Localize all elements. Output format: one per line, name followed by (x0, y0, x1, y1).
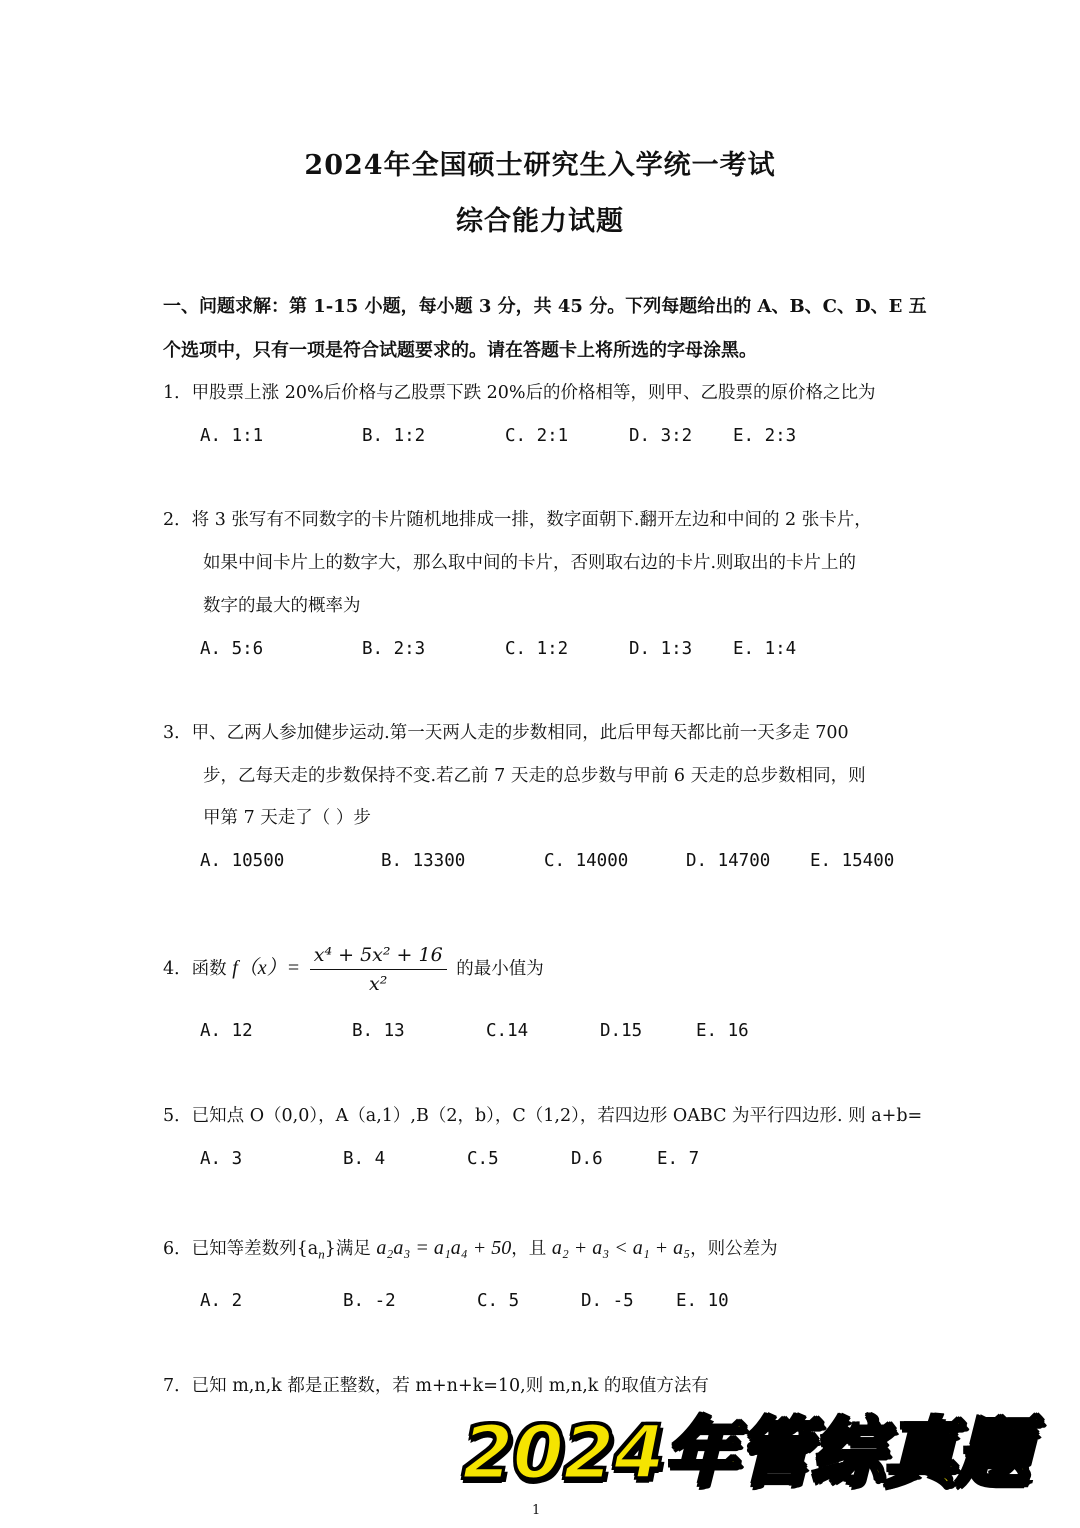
q5-option-e: E. 7 (657, 1149, 700, 1169)
q6-option-b: B. -2 (343, 1291, 396, 1311)
q6-equation-2: a₂ + a₃ < a₁ + a₅ (551, 1237, 691, 1259)
q3-option-d: D. 14700 (686, 851, 771, 871)
section-instructions-line2: 个选项中，只有一项是符合试题要求的。请在答题卡上将所选的字母涂黑。 (163, 340, 757, 361)
q5-option-a: A. 3 (200, 1149, 243, 1169)
q4-denominator: x² (369, 973, 388, 995)
q3-option-a: A. 10500 (200, 851, 285, 871)
q3-option-e: E. 15400 (810, 851, 895, 871)
q4-prefix: 4．函数 (163, 959, 227, 979)
q1-option-e: E. 2:3 (733, 426, 797, 446)
q5-option-c: C.5 (467, 1149, 499, 1169)
q6-option-e: E. 10 (676, 1291, 729, 1311)
q5-option-d: D.6 (571, 1149, 603, 1169)
q2-option-d: D. 1:3 (629, 639, 693, 659)
q6-suffix: ，则公差为 (690, 1239, 778, 1259)
q4-suffix: 的最小值为 (456, 959, 544, 979)
question-6-text (163, 1236, 778, 1267)
q4-numerator: x⁴ + 5x² + 16 (310, 941, 447, 970)
q5-option-b: B. 4 (343, 1149, 386, 1169)
q1-option-b: B. 1:2 (362, 426, 426, 446)
q4-option-d: D.15 (600, 1021, 643, 1041)
q3-option-b: B. 13300 (381, 851, 466, 871)
q6-equation-1: a₂a₃ = a₁a₄ + 50 (376, 1237, 512, 1259)
q4-option-b: B. 13 (352, 1021, 405, 1041)
q2-option-e: E. 1:4 (733, 639, 797, 659)
exam-title: 2024年全国硕士研究生入学统一考试 (304, 150, 776, 181)
question-5-text: 5．已知点 O（0,0），A（a,1）,B（2，b），C（1,2），若四边形 OABC 为平行四边形. 则 a+b= (163, 1106, 923, 1126)
question-7-text: 7．已知 m,n,k 都是正整数，若 m+n+k=10,则 m,n,k 的取值方法有 (163, 1376, 709, 1396)
q1-option-d: D. 3:2 (629, 426, 693, 446)
q6-option-d: D. -5 (581, 1291, 634, 1311)
question-2-text-line2: 如果中间卡片上的数字大，那么取中间的卡片，否则取右边的卡片.则取出的卡片上的 (203, 553, 857, 573)
q4-function: f（x）= (232, 957, 301, 979)
q6-subscript: n (318, 1246, 325, 1262)
exam-subtitle: 综合能力试题 (456, 206, 624, 237)
q2-option-a: A. 5:6 (200, 639, 264, 659)
q4-fraction (310, 941, 447, 998)
question-3-text-line3: 甲第 7 天走了（ ）步 (203, 808, 371, 828)
question-2-text-line1: 2．将 3 张写有不同数字的卡片随机地排成一排，数字面朝下.翻开左边和中间的 2 张卡片， (163, 510, 872, 530)
q2-option-c: C. 1:2 (505, 639, 569, 659)
q2-option-b: B. 2:3 (362, 639, 426, 659)
page-number: 1 (532, 1503, 541, 1518)
q4-option-c: C.14 (486, 1021, 529, 1041)
q6-option-c: C. 5 (477, 1291, 520, 1311)
question-3-text-line1: 3．甲、乙两人参加健步运动.第一天两人走的步数相同，此后甲每天都比前一天多走 700 (163, 723, 849, 743)
q6-option-a: A. 2 (200, 1291, 243, 1311)
q6-mid2: ，且 (511, 1239, 547, 1259)
q3-option-c: C. 14000 (544, 851, 629, 871)
question-2-text-line3: 数字的最大的概率为 (203, 596, 361, 616)
q4-option-a: A. 12 (200, 1021, 253, 1041)
question-3-text-line2: 步，乙每天走的步数保持不变.若乙前 7 天走的总步数与甲前 6 天走的总步数相同，则 (203, 766, 866, 786)
q1-option-a: A. 1:1 (200, 426, 264, 446)
section-instructions-line1: 一、问题求解：第 1-15 小题，每小题 3 分，共 45 分。下列每题给出的 A、B、C、D、E 五 (163, 296, 927, 317)
q6-prefix: 6．已知等差数列{a (163, 1239, 319, 1259)
promo-banner: 2024年管综真题 (462, 1410, 1029, 1496)
q4-option-e: E. 16 (696, 1021, 749, 1041)
q1-option-c: C. 2:1 (505, 426, 569, 446)
question-1-text: 1．甲股票上涨 20%后价格与乙股票下跌 20%后的价格相等，则甲、乙股票的原价格之比为 (163, 383, 876, 403)
question-4-text (163, 938, 544, 999)
q6-mid: }满足 (324, 1239, 371, 1259)
